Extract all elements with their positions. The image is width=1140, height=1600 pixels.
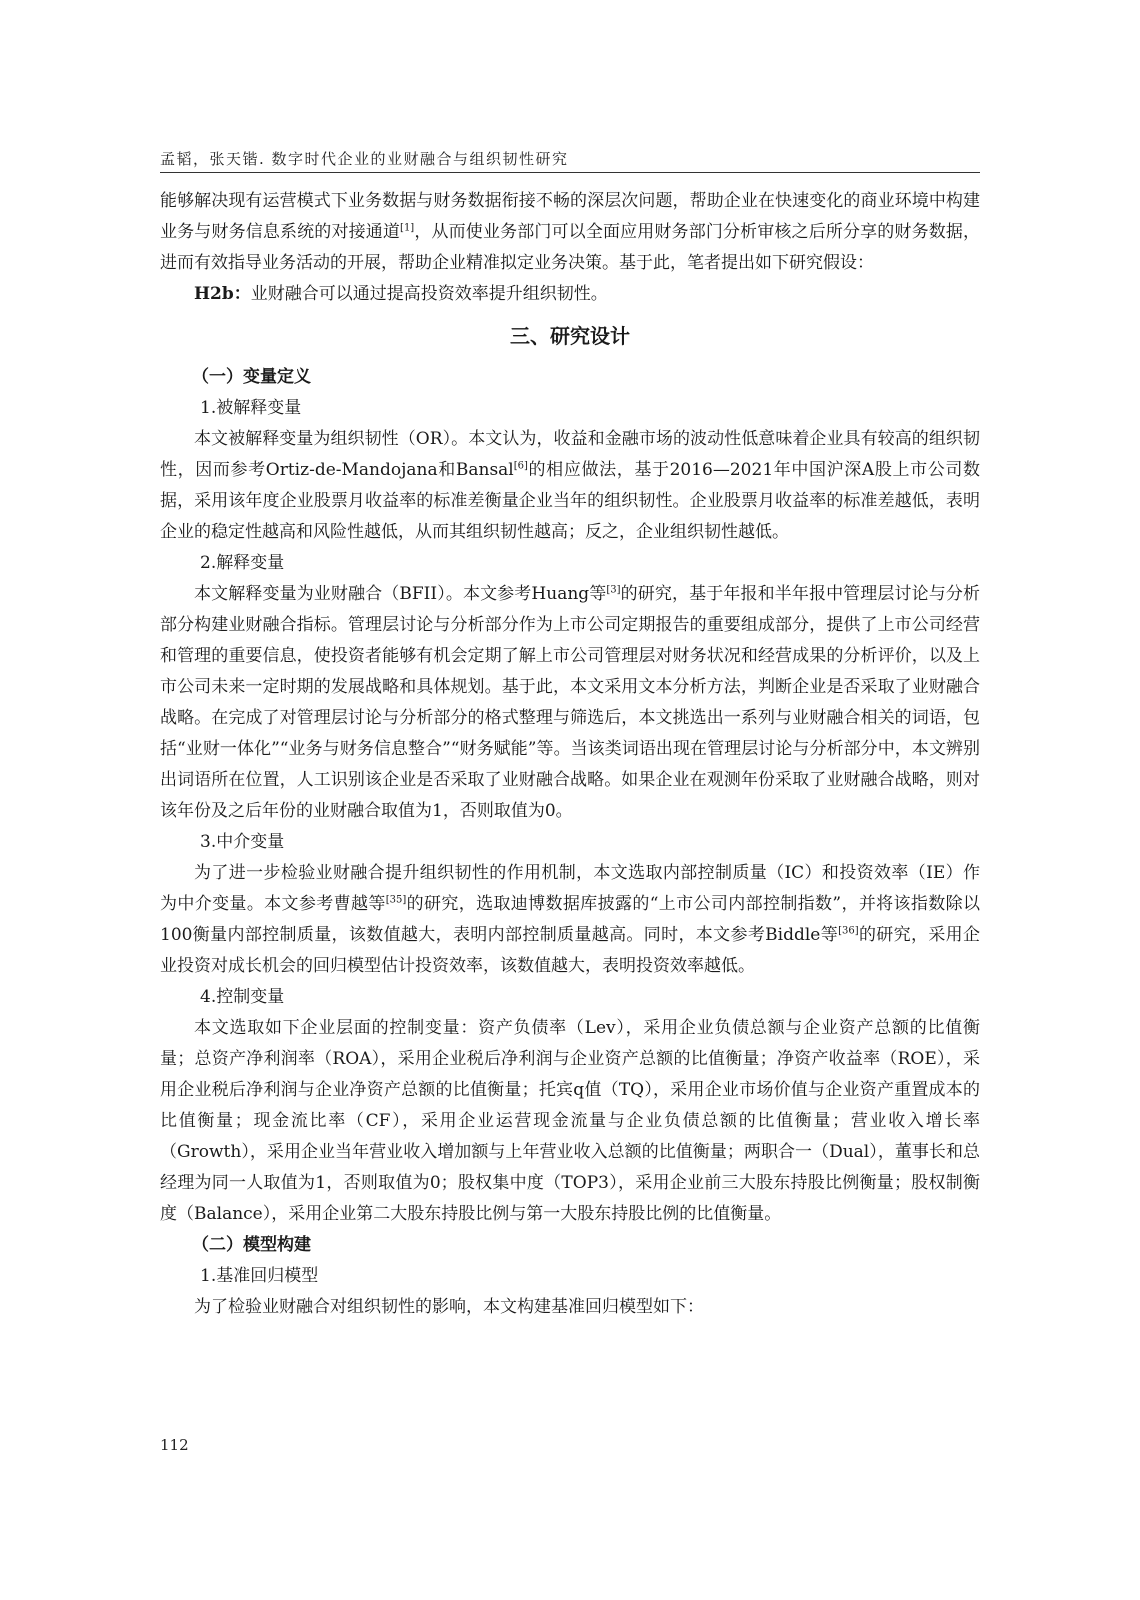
citation: [3] [606, 584, 621, 596]
hypothesis-label: H2b： [194, 284, 251, 304]
hypothesis-h2b [160, 279, 980, 310]
citation: [1] [400, 222, 415, 234]
item-title: 3.中介变量 [200, 832, 285, 852]
paragraph: 本文解释变量为业财融合（BFII）。本文参考Huang等[3]的研究，基于年报和半年报中管理层讨论与分析部分构建业财融合指标。管理层讨论与分析部分作为上市公司定期报告的重要组成部分，提供了上市公司经营和管理的重要信息，使投资者能够有机会定期了解上市公司管理层对财务状况和经营成果的分析评价，以及上市公司未来一定时期的发展战略和具体规划。基于此，本文采用文本分析方法，判断企业是否采取了业财融合战略。在完成了对管理层讨论与分析部分的格式整理与筛选后，本文挑选出一系列与业财融合相关的词语，包括“业财一体化”“业务与财务信息整合”“财务赋能”等。当该类词语出现在管理层讨论与分析部分中，本文辨别出词语所在位置，人工识别该企业是否采取了业财融合战略。如果企业在观测年份采取了业财融合战略，则对该年份及之后年份的业财融合取值为1，否则取值为0。 [160, 584, 980, 821]
subsection-title: （一）变量定义 [192, 367, 311, 387]
citation: [35] [385, 894, 407, 906]
item-title: 2.解释变量 [200, 553, 285, 573]
item-title: 4.控制变量 [200, 987, 285, 1007]
paragraph-continued: 能够解决现有运营模式下业务数据与财务数据衔接不畅的深层次问题，帮助企业在快速变化的商业环境中构建业务与财务信息系统的对接通道[1]，从而使业务部门可以全面应用财务部门分析审核之后所分享的财务数据，进而有效指导业务活动的开展，帮助企业精准拟定业务决策。基于此，笔者提出如下研究假设： [160, 191, 981, 273]
hypothesis-text: 业财融合可以通过提高投资效率提升组织韧性。 [250, 284, 608, 304]
article-body [160, 186, 980, 1323]
running-header [160, 148, 980, 173]
paragraph: 为了检验业财融合对组织韧性的影响，本文构建基准回归模型如下： [194, 1297, 704, 1317]
paragraph: 本文被解释变量为组织韧性（OR）。本文认为，收益和金融市场的波动性低意味着企业具有较高的组织韧性，因而参考Ortiz-de-Mandojana和Bansal[6]的相应做法，基于2016—2021年中国沪深A股上市公司数据，采用该年度企业股票月收益率的标准差衡量企业当年的组织韧性。企业股票月收益率的标准差越低，表明企业的稳定性越高和风险性越低，从而其组织韧性越高；反之，企业组织韧性越低。 [160, 429, 980, 542]
paragraph: 本文选取如下企业层面的控制变量：资产负债率（Lev），采用企业负债总额与企业资产总额的比值衡量；总资产净利润率（ROA），采用企业税后净利润与企业资产总额的比值衡量；净资产收益率（ROE），采用企业税后净利润与企业净资产总额的比值衡量；托宾q值（TQ），采用企业市场价值与企业资产重置成本的比值衡量；现金流比率（CF），采用企业运营现金流量与企业负债总额的比值衡量；营业收入增长率（Growth），采用企业当年营业收入增加额与上年营业收入总额的比值衡量；两职合一（Dual），董事长和总经理为同一人取值为1，否则取值为0；股权集中度（TOP3），采用企业前三大股东持股比例衡量；股权制衡度（Balance），采用企业第二大股东持股比例与第一大股东持股比例的比值衡量。 [160, 1018, 980, 1224]
citation: [6] [513, 460, 528, 472]
running-title: 孟韬，张天锴. 数字时代企业的业财融合与组织韧性研究 [160, 150, 569, 168]
citation: [36] [838, 925, 859, 937]
subsection-title: （二）模型构建 [192, 1235, 311, 1255]
item-title: 1.被解释变量 [200, 398, 302, 418]
page-number: 112 [160, 1436, 189, 1454]
paragraph: 为了进一步检验业财融合提升组织韧性的作用机制，本文选取内部控制质量（IC）和投资效率（IE）作为中介变量。本文参考曹越等[35]的研究，选取迪博数据库披露的“上市公司内部控制指数”，并将该指数除以100衡量内部控制质量，该数值越大，表明内部控制质量越高。同时，本文参考Biddle等[36]的研究，采用企业投资对成长机会的回归模型估计投资效率，该数值越大，表明投资效率越低。 [160, 863, 981, 976]
item-title: 1.基准回归模型 [200, 1266, 319, 1286]
section-title: 三、研究设计 [510, 324, 630, 348]
